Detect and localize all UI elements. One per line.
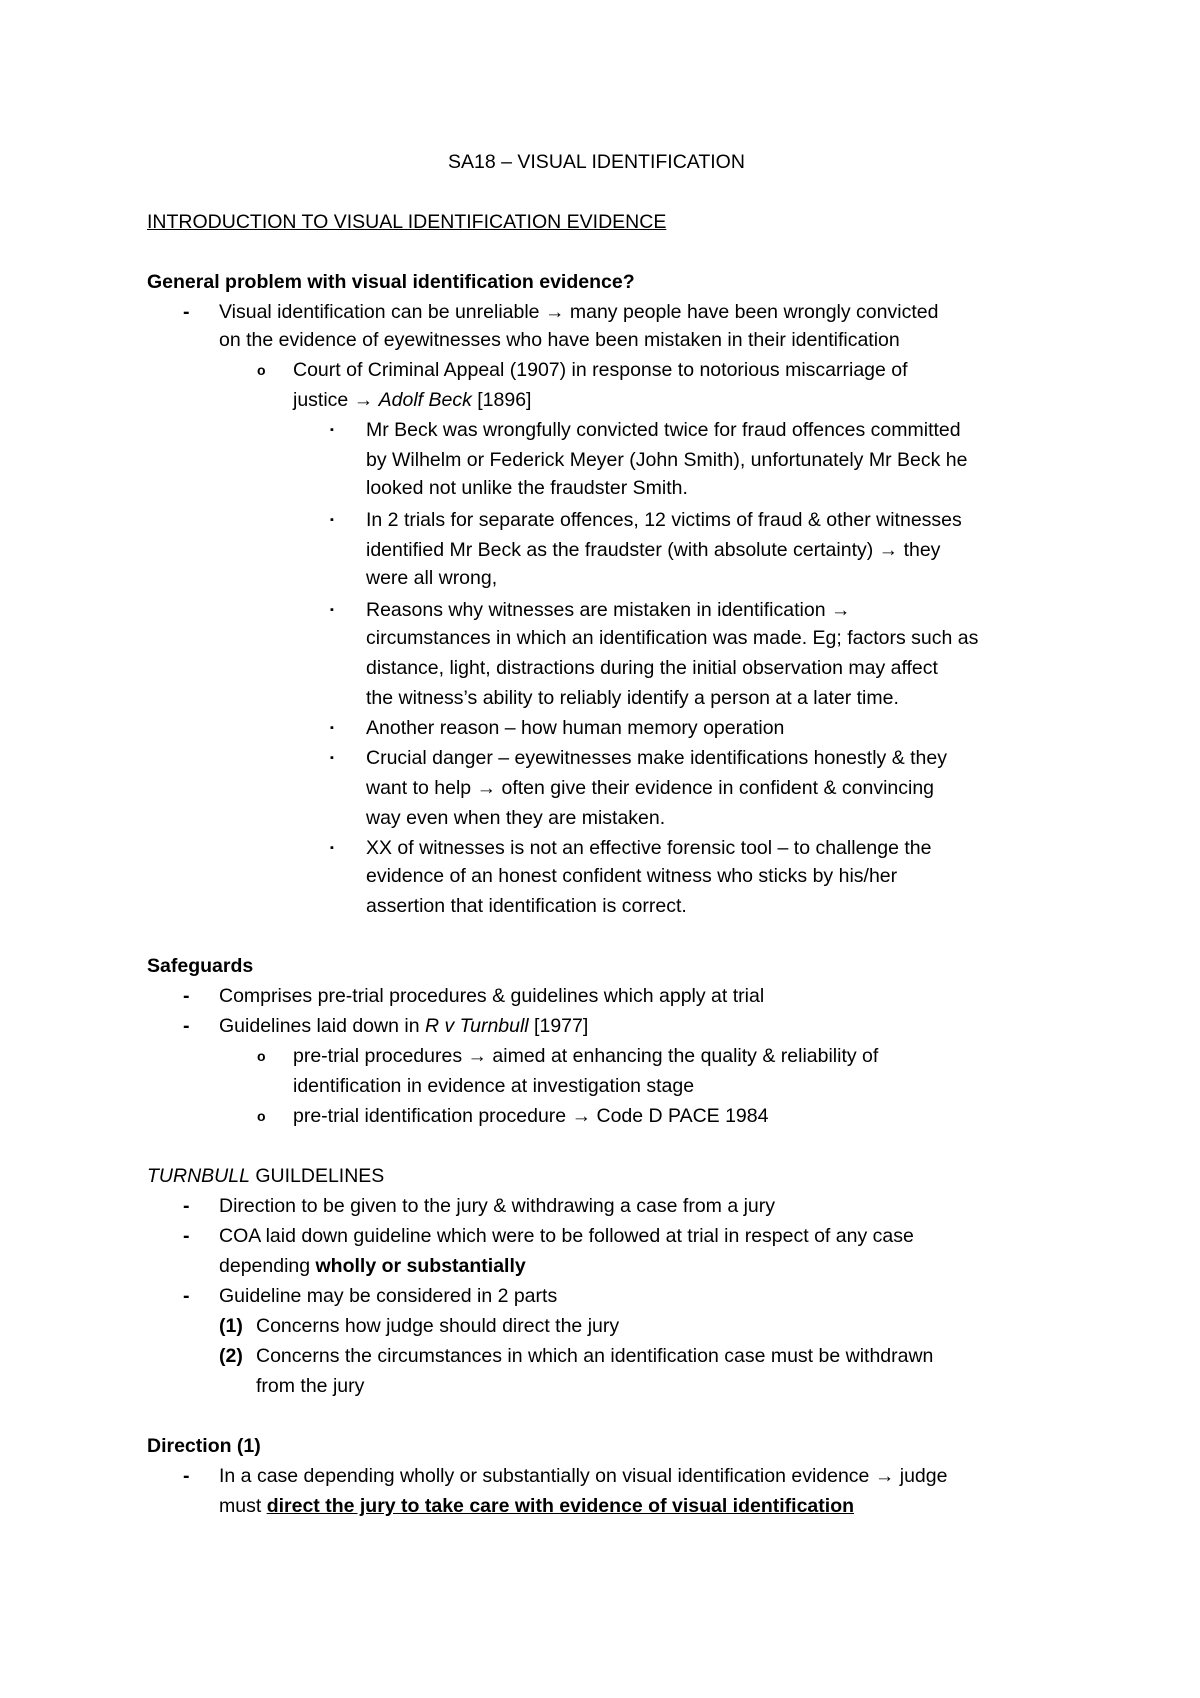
turnbull-d2-line1: COA laid down guideline which were to be followed at trial in respect of any case [219,1225,914,1247]
circle-bullet: o [257,1048,266,1064]
arrow-icon: → [571,1105,592,1127]
direction1-heading: Direction (1) [147,1435,261,1457]
general-s3-line2: circumstances in which an identification was made. Eg; factors such as [366,627,979,649]
general-s1-line1: Mr Beck was wrongfully convicted twice for fraud offences committed [366,419,961,441]
square-bullet: ▪ [330,722,334,734]
emphasis-text: direct the jury to take care with evidence of visual identification [266,1495,855,1517]
turnbull-d1: Direction to be given to the jury & withdrawing a case from a jury [219,1195,776,1217]
dash-bullet: - [183,985,190,1007]
square-bullet: ▪ [330,604,334,616]
general-s1-line3: looked not unlike the fraudster Smith. [366,477,688,499]
general-s2-line3: were all wrong, [366,567,498,589]
general-s2-line2: identified Mr Beck as the fraudster (with absolute certainty) → they [366,539,941,561]
general-o1-line1: Court of Criminal Appeal (1907) in response to notorious miscarriage of [293,359,908,381]
arrow-icon: → [544,301,565,323]
case-name: R v Turnbull [424,1015,529,1037]
square-bullet: ▪ [330,514,334,526]
dash-bullet: - [183,1285,190,1307]
turnbull-heading: TURNBULL GUILDELINES [147,1165,385,1187]
safeguards-d1: Comprises pre-trial procedures & guidelines which apply at trial [219,985,765,1007]
safeguards-heading: Safeguards [147,955,254,977]
arrow-icon: → [830,599,851,621]
direction1-d1-line1: In a case depending wholly or substantially on visual identification evidence → judge [219,1465,948,1487]
dash-bullet: - [183,1015,190,1037]
turnbull-n2-line2: from the jury [256,1375,365,1397]
dash-bullet: - [183,1225,190,1247]
general-s3-line4: the witness’s ability to reliably identify a person at a later time. [366,687,899,709]
general-s5-line2: want to help → often give their evidence in confident & convincing [366,777,935,799]
dash-bullet: - [183,1465,190,1487]
circle-bullet: o [257,362,266,378]
circle-bullet: o [257,1108,266,1124]
safeguards-o1-line2: identification in evidence at investigation stage [293,1075,695,1097]
general-s6-line3: assertion that identification is correct. [366,895,687,917]
general-s6-line2: evidence of an honest confident witness who sticks by his/her [366,865,898,887]
square-bullet: ▪ [330,752,334,764]
general-s6-line1: XX of witnesses is not an effective forensic tool – to challenge the [366,837,932,859]
document-title: SA18 – VISUAL IDENTIFICATION [448,151,745,173]
arrow-icon: → [476,777,497,799]
dash-bullet: - [183,1195,190,1217]
turnbull-d3: Guideline may be considered in 2 parts [219,1285,558,1307]
general-s4-line1: Another reason – how human memory operation [366,717,785,739]
arrow-icon: → [353,389,374,411]
general-problem-heading: General problem with visual identification evidence? [147,271,635,293]
square-bullet: ▪ [330,842,334,854]
general-o1-line2: justice → Adolf Beck [1896] [293,389,532,411]
case-name: Adolf Beck [378,389,472,411]
safeguards-d2: Guidelines laid down in R v Turnbull [1977] [219,1015,589,1037]
general-s1-line2: by Wilhelm or Federick Meyer (John Smith), unfortunately Mr Beck he [366,449,968,471]
general-s3-line1: Reasons why witnesses are mistaken in identification → [366,599,851,621]
turnbull-n1: Concerns how judge should direct the jury [256,1315,620,1337]
safeguards-o1-line1: pre-trial procedures → aimed at enhancing the quality & reliability of [293,1045,879,1067]
turnbull-d2-line2: depending wholly or substantially [219,1255,526,1277]
number-label: (2) [219,1345,243,1367]
turnbull-n2-line1: Concerns the circumstances in which an identification case must be withdrawn [256,1345,934,1367]
arrow-icon: → [467,1045,487,1067]
general-s2-line1: In 2 trials for separate offences, 12 victims of fraud & other witnesses [366,509,962,531]
general-s5-line1: Crucial danger – eyewitnesses make identifications honestly & they [366,747,947,769]
general-s3-line3: distance, light, distractions during the initial observation may affect [366,657,938,679]
direction1-d1-line2: must direct the jury to take care with evidence of visual identification [219,1495,855,1517]
arrow-icon: → [874,1465,895,1487]
safeguards-o2: pre-trial identification procedure → Code D PACE 1984 [293,1105,769,1127]
square-bullet: ▪ [330,424,334,436]
number-label: (1) [219,1315,243,1337]
intro-heading: INTRODUCTION TO VISUAL IDENTIFICATION EVIDENCE [147,211,667,233]
general-d1-line1: Visual identification can be unreliable → many people have been wrongly convicted [219,301,939,323]
dash-bullet: - [183,301,190,323]
general-d1-line2: on the evidence of eyewitnesses who have been mistaken in their identification [219,329,900,351]
general-s5-line3: way even when they are mistaken. [366,807,666,829]
arrow-icon: → [878,539,899,561]
